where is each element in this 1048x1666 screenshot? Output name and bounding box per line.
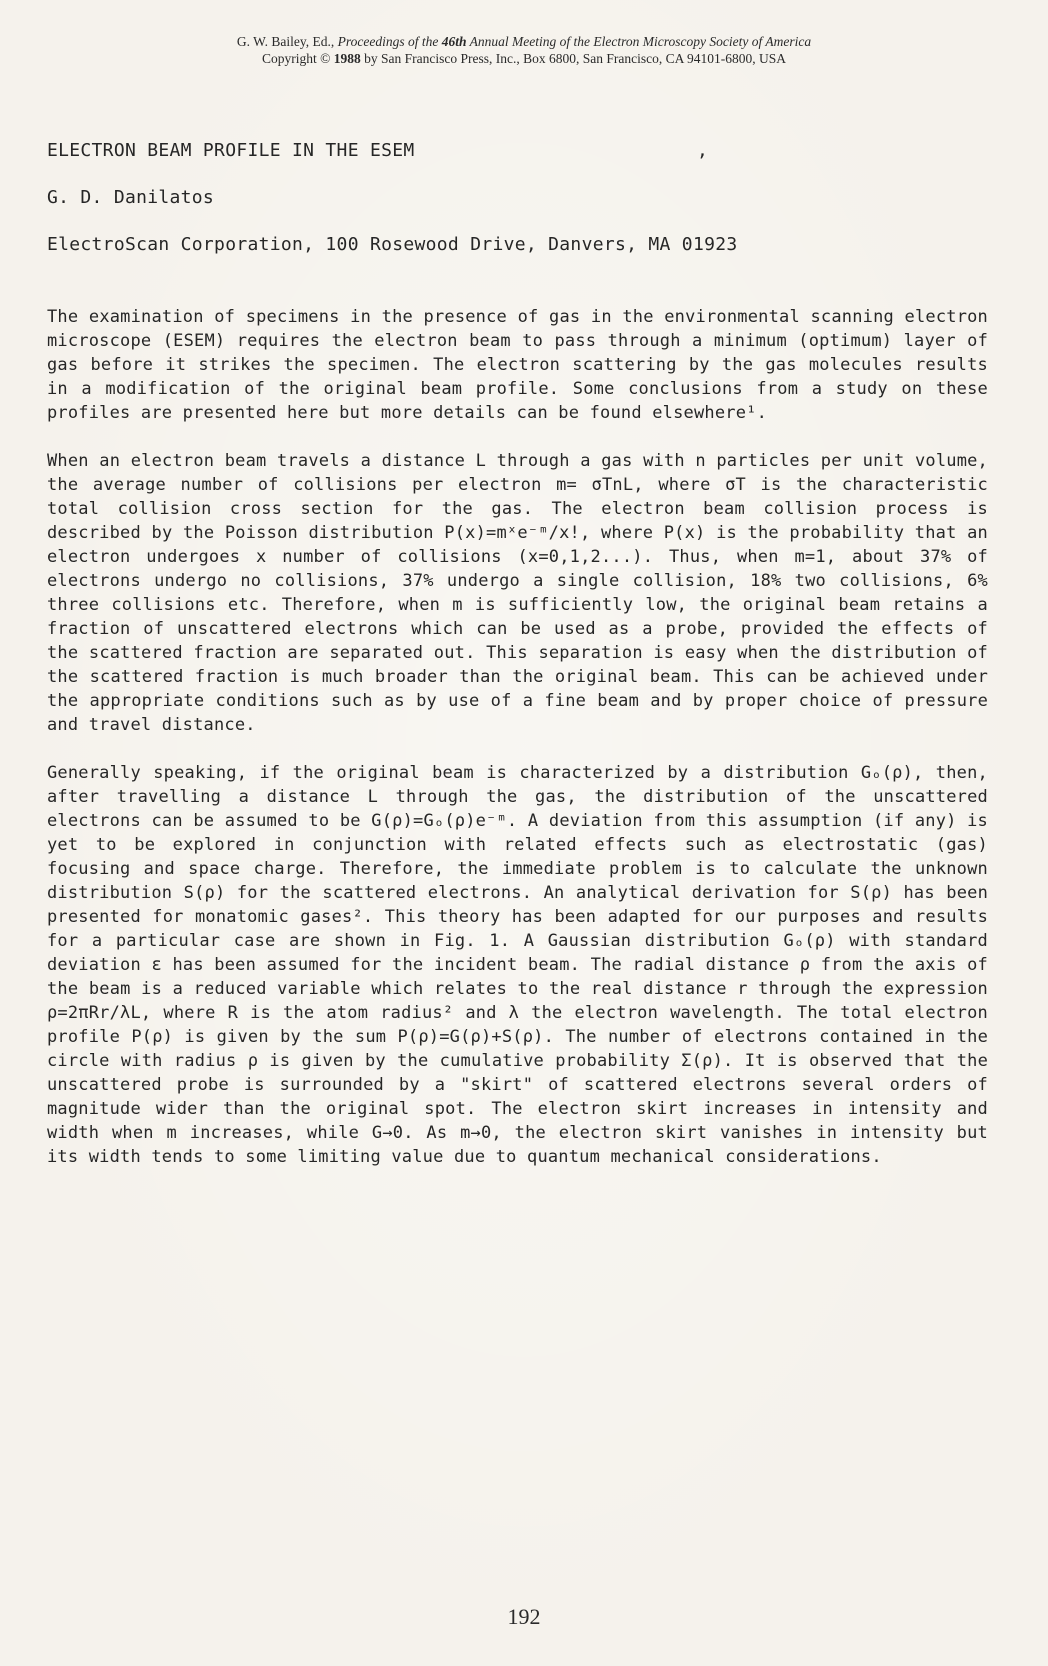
header-proceedings-prefix: Proceedings of the — [337, 34, 442, 49]
page-number: 192 — [507, 1604, 541, 1629]
paragraph-3: Generally speaking, if the original beam is characterized by a distribution Gₒ(ρ), then, after travelling a distance L through the gas, the distribution of the unscattered electrons can be assumed to be G(ρ)=Gₒ(ρ)e⁻ᵐ. A deviation from this assumption (if any) is yet to be explored in conjunction with related effects such as electrostatic (gas) focusing and space charge. Therefore, the immediate problem is to calculate the unknown distribution S(ρ) for the scattered electrons. An analytical derivation for S(ρ) has been presented for monatomic gases². This theory has been adapted for our purposes and results for a particular case are shown in Fig. 1. A Gaussian distribution Gₒ(ρ) with standard deviation ε has been assumed for the incident beam. The radial distance ρ from the axis of the beam is a reduced variable which relates to the real distance r through the expression ρ=2πRr/λL, where R is the atom radius² and λ the electron wavelength. The total electron profile P(ρ) is given by the sum P(ρ)=G(ρ)+S(ρ). The number of electrons contained in the circle with radius ρ is given by the cumulative probability Σ(ρ). It is observed that the unscattered probe is surrounded by a "skirt" of scattered electrons several orders of magnitude wider than the original spot. The electron skirt increases in intensity and width when m increases, while G→0. As m→0, the electron skirt vanishes in intensity but its width tends to some limiting value due to quantum mechanical considerations. — [47, 763, 988, 1167]
header-copyright-year: 1988 — [333, 51, 361, 66]
header-line-2 — [0, 50, 1048, 67]
header-meeting-number: 46th — [441, 34, 467, 49]
paper-title: ELECTRON BEAM PROFILE IN THE ESEM — [47, 140, 415, 161]
header-editor: G. W. Bailey, Ed., — [236, 34, 338, 49]
header-copyright-suffix: by San Francisco Press, Inc., Box 6800, San Francisco, CA 94101-6800, USA — [360, 51, 786, 66]
body-text — [47, 305, 988, 1193]
title-stray-mark: , — [697, 140, 709, 161]
paragraph-2: When an electron beam travels a distance L through a gas with n particles per unit volume, the average number of collisions per electron m= σTnL, where σT is the characteristic total collision cross section for the gas. The electron beam collision process is described by the Poisson distribution P(x)=mˣe⁻ᵐ/x!, where P(x) is the probability that an electron undergoes x number of collisions (x=0,1,2...). Thus, when m=1, about 37% of electrons undergo no collisions, 37% undergo a single collision, 18% two collisions, 6% three collisions etc. Therefore, when m is sufficiently low, the original beam retains a fraction of unscattered electrons which can be used as a probe, provided the effects of the scattered fraction are separated out. This separation is easy when the distribution of the scattered fraction is much broader than the original beam. This can be achieved under the appropriate conditions such as by use of a fine beam and by proper choice of pressure and travel distance. — [47, 451, 988, 735]
proceedings-header — [0, 33, 1048, 67]
header-line-1 — [0, 33, 1048, 50]
paragraph-1: The examination of specimens in the presence of gas in the environmental scanning electron microscope (ESEM) requires the electron beam to pass through a minimum (optimum) layer of gas before it strikes the specimen. The electron scattering by the gas molecules results in a modification of the original beam profile. Some conclusions from a study on these profiles are presented here but more details can be found elsewhere¹. — [47, 307, 988, 423]
author-name: G. D. Danilatos — [47, 187, 215, 208]
author-affiliation: ElectroScan Corporation, 100 Rosewood Drive, Danvers, MA 01923 — [47, 234, 738, 255]
header-proceedings-suffix: Annual Meeting of the Electron Microscopy Society of America — [466, 34, 812, 49]
header-copyright-prefix: Copyright © — [262, 51, 334, 66]
